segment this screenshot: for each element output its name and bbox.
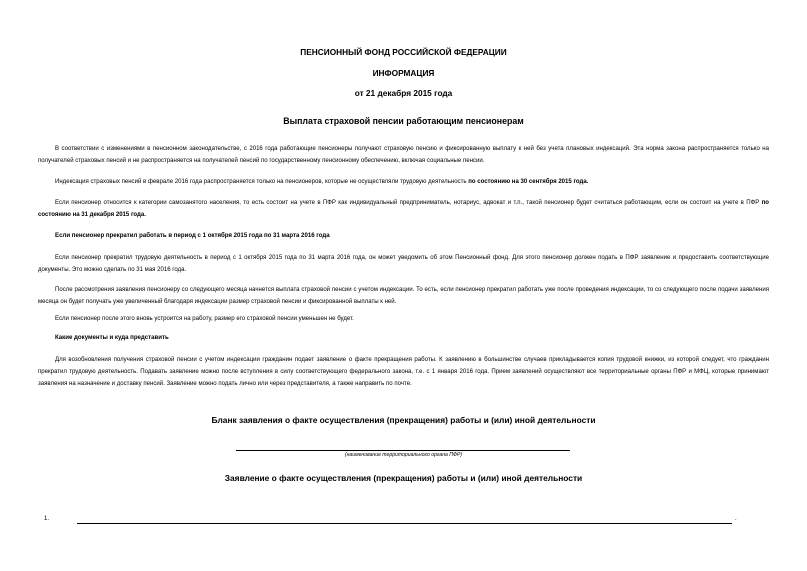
item-1-line[interactable] [77,523,732,524]
paragraph-5: После рассмотрения заявления пенсионеру со следующего месяца начнется выплата страховой пенсии с учетом индексации. То есть, если пенсионер прекратил работать уже после проведения индексации, то со следующего после подачи заявления месяца он будет получать уже увеличенный благодаря индексации размер страховой пенсии и фиксированной выплаты к ней. [38,287,769,305]
page-title: Выплата страховой пенсии работающим пенсионерам [283,116,524,126]
paragraph-6: Если пенсионер после этого вновь устроится на работу, размер его страховой пенсии уменьшен не будет. [55,316,354,322]
paragraph-3 [38,197,769,221]
org-heading: ПЕНСИОННЫЙ ФОНД РОССИЙСКОЙ ФЕДЕРАЦИИ [300,47,507,57]
authority-name-line[interactable] [236,450,570,451]
subheading-stopped-work: Если пенсионер прекратил работать в период с 1 октября 2015 года по 31 марта 2016 года [55,232,330,239]
paragraph-3-bold: по состоянию на 31 декабря 2015 года. [38,200,769,218]
authority-name-caption: (наименование территориального органа ПФР) [344,452,463,458]
paragraph-2 [38,176,769,188]
statement-title: Заявление о факте осуществления (прекращения) работы и (или) иной деятельности [224,473,583,483]
blank-title: Бланк заявления о факте осуществления (прекращения) работы и (или) иной деятельности [211,415,596,425]
item-end-mark: . [735,516,737,522]
paragraph-4: Если пенсионер прекратил трудовую деятельность в период с 1 октября 2015 года по 31 марта 2016 года, он может уведомить об этом Пенсионный фонд. Для этого пенсионер должен подать в ПФР заявление и предоставить соответствующие документы. Это можно сделать по 31 мая 2016 года. [38,255,769,273]
paragraph-1: В соответствии с изменениями в пенсионном законодательстве, с 2016 года работающие пенсионеры получают страховую пенсию и фиксированную выплату к ней без учета плановых индексаций. Эта норма закона распространяется только на получателей страховых пенсий и не распространяется на получателей пенсий по государственному пенсионному обеспечению, включая социальные пенсии. [38,146,769,164]
paragraph-7: Для возобновления получения страховой пенсии с учетом индексации гражданин подает заявление о факте прекращения работы. К заявлению в большинстве случаев прикладывается копия трудовой книжки, из которой следует, что гражданин прекратил трудовую деятельность. Подавать заявление можно после вступления в силу соответствующего федерального закона, т.е. с 1 января 2016 года. Прием заявлений осуществляют все территориальные органы ПФР и МФЦ, которые принимают заявления на назначение и доставку пенсий. Заявление можно подать лично или через представителя, а также направить по почте. [38,357,769,387]
paragraph-3-text: Если пенсионер относится к категории самозанятого населения, то есть состоит на учете в ПФР как индивидуальный предприниматель, нотариус, адвокат и т.п., такой пенсионер будет считаться работающим, если он состоит на учете в ПФР [55,200,762,206]
paragraph-2-bold: по состоянию на 30 сентября 2015 года. [468,179,589,185]
paragraph-2-text: Индексация страховых пенсий в феврале 2016 года распространяется только на пенсионеров, которые не осуществляли трудовую деятельность [55,179,469,185]
doc-type-heading: ИНФОРМАЦИЯ [372,68,435,78]
date-heading: от 21 декабря 2015 года [354,88,453,98]
item-number: 1. [44,516,50,522]
subheading-documents: Какие документы и куда представить [55,334,169,341]
